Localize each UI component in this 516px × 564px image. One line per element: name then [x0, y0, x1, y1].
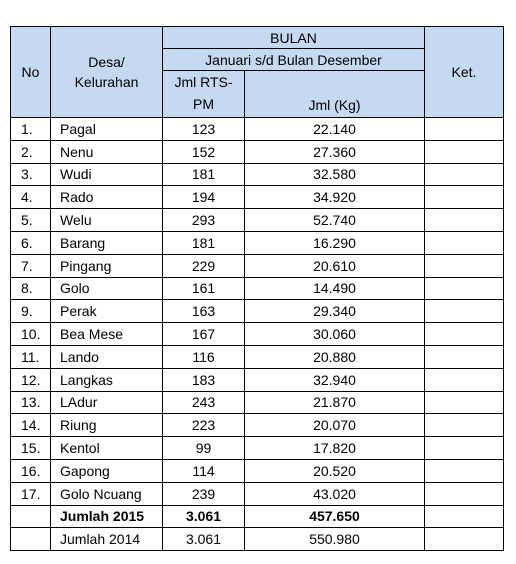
row-number: 13.: [11, 391, 51, 414]
table-row: [11, 254, 504, 277]
table-row: [11, 414, 504, 437]
row-kg-amount: 30.060: [245, 323, 425, 346]
row-rts-count: 167: [163, 323, 245, 346]
row-rts-count: 229: [163, 254, 245, 277]
total-label: Jumlah 2015: [51, 505, 163, 528]
total-rts-count: 3.061: [163, 505, 245, 528]
row-ket: [425, 209, 504, 232]
row-number: 6.: [11, 231, 51, 254]
row-number: 1.: [11, 118, 51, 141]
row-kg-amount: 20.520: [245, 459, 425, 482]
row-rts-count: 293: [163, 209, 245, 232]
row-kg-amount: 21.870: [245, 391, 425, 414]
table-row: [11, 186, 504, 209]
row-ket: [425, 391, 504, 414]
row-rts-count: 194: [163, 186, 245, 209]
row-desa: Kentol: [51, 437, 163, 460]
row-rts-count: 116: [163, 345, 245, 368]
header-rts-line1: Jml RTS-: [174, 74, 233, 90]
row-ket: [425, 118, 504, 141]
row-number: 4.: [11, 186, 51, 209]
row-desa: Bea Mese: [51, 323, 163, 346]
table-row: [11, 391, 504, 414]
header-kg: Jml (Kg): [245, 71, 425, 118]
distribution-table: [10, 26, 504, 551]
row-ket: [425, 482, 504, 505]
row-desa: Langkas: [51, 368, 163, 391]
row-kg-amount: 20.880: [245, 345, 425, 368]
row-ket: [425, 186, 504, 209]
row-ket: [425, 163, 504, 186]
table-row: [11, 459, 504, 482]
row-rts-count: 123: [163, 118, 245, 141]
row-desa: Perak: [51, 300, 163, 323]
row-rts-count: 114: [163, 459, 245, 482]
row-number: 9.: [11, 300, 51, 323]
row-kg-amount: 20.070: [245, 414, 425, 437]
row-ket: [425, 459, 504, 482]
row-rts-count: 163: [163, 300, 245, 323]
table-row: [11, 482, 504, 505]
table-header: [11, 27, 504, 118]
row-number: 5.: [11, 209, 51, 232]
row-ket: [425, 140, 504, 163]
row-number: 11.: [11, 345, 51, 368]
total-row: [11, 528, 504, 551]
row-desa: Riung: [51, 414, 163, 437]
row-desa: Rado: [51, 186, 163, 209]
total-label: Jumlah 2014: [51, 528, 163, 551]
row-ket: [425, 414, 504, 437]
row-kg-amount: 20.610: [245, 254, 425, 277]
row-desa: Lando: [51, 345, 163, 368]
row-ket: [425, 368, 504, 391]
total-kg-amount: 457.650: [245, 505, 425, 528]
row-number: 3.: [11, 163, 51, 186]
row-desa: Welu: [51, 209, 163, 232]
total-row: [11, 505, 504, 528]
table-row: [11, 231, 504, 254]
row-desa: Golo Ncuang: [51, 482, 163, 505]
row-kg-amount: 43.020: [245, 482, 425, 505]
row-kg-amount: 22.140: [245, 118, 425, 141]
total-rts-count: 3.061: [163, 528, 245, 551]
row-ket: [425, 345, 504, 368]
row-number: 7.: [11, 254, 51, 277]
row-rts-count: 239: [163, 482, 245, 505]
row-desa: Golo: [51, 277, 163, 300]
row-ket: [425, 277, 504, 300]
row-ket: [425, 437, 504, 460]
table-row: [11, 323, 504, 346]
row-rts-count: 181: [163, 231, 245, 254]
header-ket: Ket.: [425, 27, 504, 118]
table-row: [11, 140, 504, 163]
row-rts-count: 161: [163, 277, 245, 300]
row-rts-count: 183: [163, 368, 245, 391]
row-desa: Gapong: [51, 459, 163, 482]
header-desa: [51, 27, 163, 118]
table-row: [11, 118, 504, 141]
row-number: 8.: [11, 277, 51, 300]
row-desa: Barang: [51, 231, 163, 254]
row-kg-amount: 16.290: [245, 231, 425, 254]
row-rts-count: 223: [163, 414, 245, 437]
row-kg-amount: 34.920: [245, 186, 425, 209]
table-row: [11, 300, 504, 323]
table-row: [11, 163, 504, 186]
row-ket: [425, 254, 504, 277]
header-desa-line2: Kelurahan: [74, 74, 139, 90]
row-kg-amount: 14.490: [245, 277, 425, 300]
table-row: [11, 209, 504, 232]
row-ket: [425, 323, 504, 346]
row-number: 15.: [11, 437, 51, 460]
row-kg-amount: 32.940: [245, 368, 425, 391]
table-body: [11, 118, 504, 551]
row-ket: [425, 300, 504, 323]
row-rts-count: 243: [163, 391, 245, 414]
header-no: No: [11, 27, 51, 118]
row-kg-amount: 17.820: [245, 437, 425, 460]
row-desa: LAdur: [51, 391, 163, 414]
row-desa: Pingang: [51, 254, 163, 277]
row-number: 17.: [11, 482, 51, 505]
total-number-blank: [11, 528, 51, 551]
header-desa-line1: Desa/: [88, 54, 125, 70]
row-desa: Wudi: [51, 163, 163, 186]
row-rts-count: 152: [163, 140, 245, 163]
header-period: Januari s/d Bulan Desember: [163, 49, 425, 71]
table-row: [11, 368, 504, 391]
row-desa: Pagal: [51, 118, 163, 141]
row-kg-amount: 32.580: [245, 163, 425, 186]
table-row: [11, 437, 504, 460]
header-rts-line2: PM: [193, 96, 214, 112]
row-number: 10.: [11, 323, 51, 346]
row-kg-amount: 27.360: [245, 140, 425, 163]
row-number: 14.: [11, 414, 51, 437]
row-number: 12.: [11, 368, 51, 391]
header-bulan: BULAN: [163, 27, 425, 49]
total-number-blank: [11, 505, 51, 528]
row-desa: Nenu: [51, 140, 163, 163]
row-rts-count: 181: [163, 163, 245, 186]
total-ket-blank: [425, 528, 504, 551]
row-number: 2.: [11, 140, 51, 163]
total-kg-amount: 550.980: [245, 528, 425, 551]
table-row: [11, 345, 504, 368]
row-ket: [425, 231, 504, 254]
row-number: 16.: [11, 459, 51, 482]
header-rts: [163, 71, 245, 118]
row-rts-count: 99: [163, 437, 245, 460]
total-ket-blank: [425, 505, 504, 528]
row-kg-amount: 52.740: [245, 209, 425, 232]
table-row: [11, 277, 504, 300]
row-kg-amount: 29.340: [245, 300, 425, 323]
